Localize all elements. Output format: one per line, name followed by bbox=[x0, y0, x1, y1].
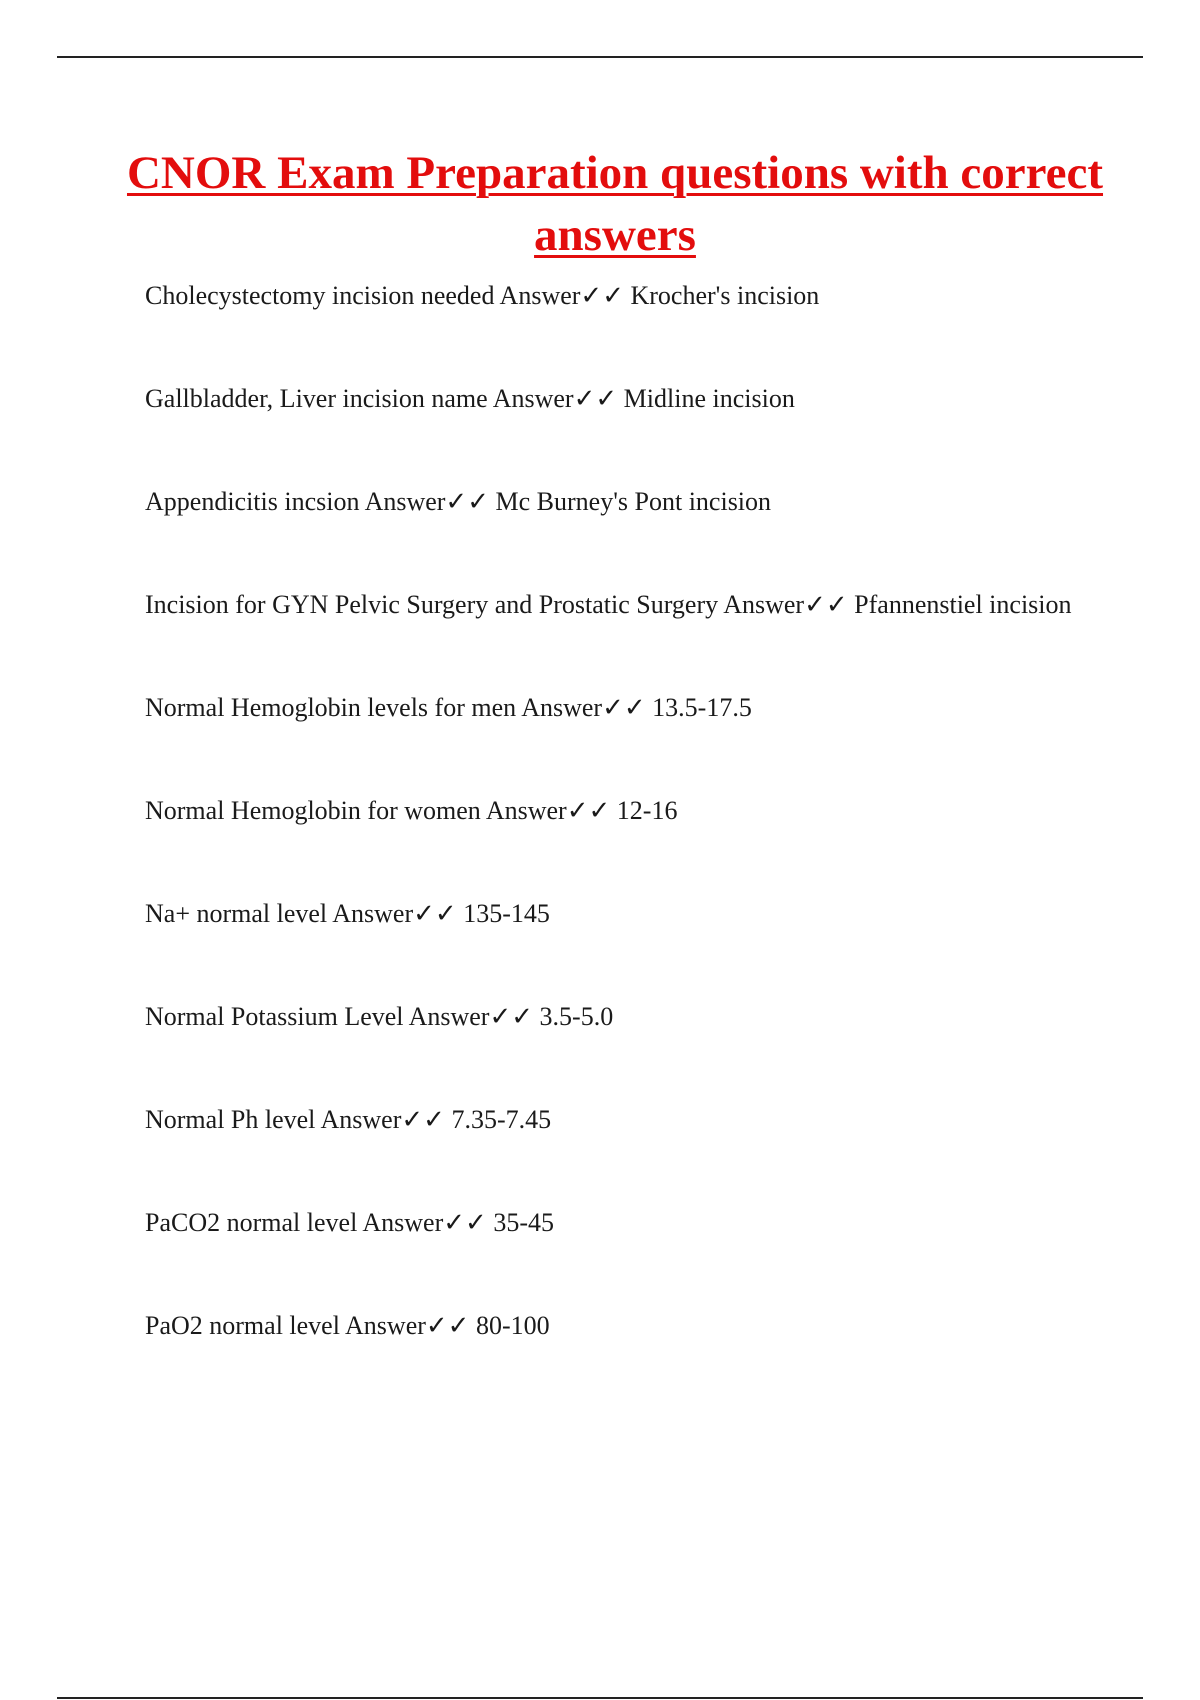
qa-item bbox=[145, 793, 1075, 829]
qa-question: Appendicitis incsion bbox=[145, 487, 360, 516]
qa-answer: Pfannenstiel incision bbox=[854, 590, 1072, 619]
answer-marker: Answer✓✓ bbox=[364, 487, 490, 516]
qa-item bbox=[145, 896, 1075, 932]
qa-item bbox=[145, 484, 1075, 520]
header-divider bbox=[57, 56, 1143, 58]
answer-marker: Answer✓✓ bbox=[499, 281, 624, 310]
qa-answer: 13.5-17.5 bbox=[652, 693, 752, 722]
qa-question: Cholecystectomy incision needed bbox=[145, 281, 495, 310]
qa-answer: Midline incision bbox=[623, 384, 795, 413]
qa-question: Na+ normal level bbox=[145, 899, 328, 928]
answer-marker: Answer✓✓ bbox=[723, 590, 848, 619]
qa-answer: 35-45 bbox=[493, 1208, 554, 1237]
answer-marker: Answer✓✓ bbox=[345, 1311, 470, 1340]
qa-item bbox=[145, 1205, 1075, 1241]
answer-marker: Answer✓✓ bbox=[362, 1208, 487, 1237]
qa-item bbox=[145, 587, 1075, 623]
qa-question: Gallbladder, Liver incision name bbox=[145, 384, 488, 413]
qa-item bbox=[145, 690, 1075, 726]
qa-item bbox=[145, 381, 1075, 417]
answer-marker: Answer✓✓ bbox=[320, 1105, 445, 1134]
qa-question: Incision for GYN Pelvic Surgery and Prostatic Surgery bbox=[145, 590, 719, 619]
qa-answer: 12-16 bbox=[616, 796, 678, 825]
qa-answer: 135-145 bbox=[463, 899, 550, 928]
qa-item bbox=[145, 999, 1075, 1035]
qa-answer: 7.35-7.45 bbox=[451, 1105, 552, 1134]
qa-answer: 80-100 bbox=[475, 1311, 550, 1340]
qa-question: Normal Potassium Level bbox=[145, 1002, 404, 1031]
qa-list bbox=[145, 278, 1075, 1411]
answer-marker: Answer✓✓ bbox=[521, 693, 646, 722]
qa-item bbox=[145, 1308, 1075, 1344]
document-title: CNOR Exam Preparation questions with correct answers bbox=[126, 147, 1104, 261]
qa-item bbox=[145, 278, 1075, 314]
qa-question: Normal Hemoglobin for women bbox=[145, 796, 481, 825]
answer-marker: Answer✓✓ bbox=[485, 796, 611, 825]
answer-marker: Answer✓✓ bbox=[408, 1002, 534, 1031]
answer-marker: Answer✓✓ bbox=[332, 899, 457, 928]
qa-answer: Mc Burney's Pont incision bbox=[495, 487, 772, 516]
qa-question: Normal Ph level bbox=[145, 1105, 316, 1134]
qa-question: PaCO2 normal level bbox=[145, 1208, 358, 1237]
qa-item bbox=[145, 1102, 1075, 1138]
qa-question: PaO2 normal level bbox=[145, 1311, 340, 1340]
qa-question: Normal Hemoglobin levels for men bbox=[145, 693, 517, 722]
footer-divider bbox=[57, 1697, 1143, 1699]
answer-marker: Answer✓✓ bbox=[492, 384, 618, 413]
qa-answer: 3.5-5.0 bbox=[539, 1002, 614, 1031]
qa-answer: Krocher's incision bbox=[630, 281, 820, 310]
